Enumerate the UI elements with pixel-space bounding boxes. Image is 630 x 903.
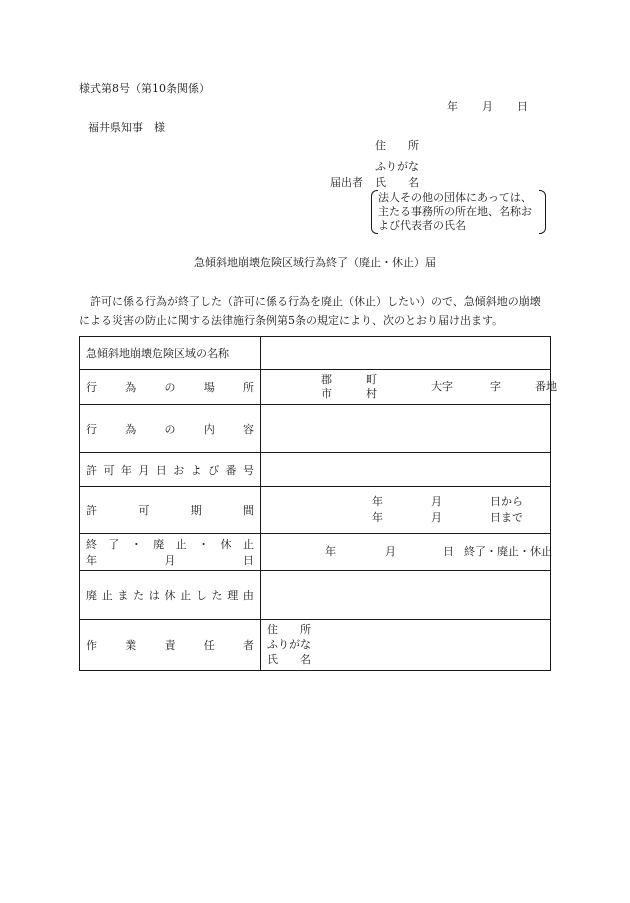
form-number: 様式第8号（第10条関係）: [79, 82, 210, 95]
area-name-label: 急傾斜地崩壊危険区域の名称: [80, 337, 261, 370]
notification-table: [79, 336, 557, 671]
manager-name-label: 氏 名: [267, 653, 311, 666]
location-field[interactable]: [261, 370, 557, 405]
period-to-day: 日まで: [490, 511, 523, 524]
document-title: 急傾斜地崩壊危険区域行為終了（廃止・休止）届: [194, 256, 436, 269]
end-date-month: 月: [385, 545, 396, 558]
period-to-year: 年: [372, 511, 383, 524]
work-manager-label: 作 業 責 任 者: [80, 620, 261, 671]
manager-address-label: 住 所: [267, 623, 311, 636]
location-gun: 郡: [321, 373, 332, 386]
activity-content-field[interactable]: [261, 405, 551, 453]
location-shi: 市: [321, 387, 332, 400]
corporate-note-line-2: 主たる事務所の所在地、名称お: [378, 205, 532, 218]
notifier-address-label: 住 所: [375, 139, 419, 152]
activity-content-label: 行 為 の 内 容: [80, 405, 261, 453]
corporate-note-line-3: よび代表者の氏名: [378, 219, 466, 232]
end-date-field[interactable]: [261, 534, 551, 571]
date-year-label: 年: [447, 100, 458, 113]
notifier-label: 届出者: [330, 176, 363, 189]
end-date-label: 終 了 ・ 廃 止 ・ 休 止 年 月 日: [80, 534, 261, 571]
work-manager-field[interactable]: [261, 620, 551, 671]
reason-label: 廃 止 ま た は 休 止 し た 理 由: [80, 571, 261, 620]
end-date-year: 年: [325, 545, 336, 558]
period-from-year: 年: [372, 495, 383, 508]
date-month-label: 月: [482, 100, 493, 113]
reason-field[interactable]: [261, 571, 551, 620]
body-text: 許可に係る行為が終了した（許可に係る行為を廃止（休止）したい）ので、急傾斜地の崩壊による災害の防止に関する法律施行条例第5条の規定により、次のとおり届け出ます。: [79, 295, 541, 327]
end-date-status: 終了・廃止・休止: [464, 545, 552, 558]
notifier-furigana-label: ふりがな: [375, 160, 419, 173]
period-from-month: 月: [431, 495, 442, 508]
date-day-label: 日: [517, 100, 528, 113]
note-bracket-right: [539, 190, 546, 234]
location-aza: 字: [490, 380, 501, 393]
period-to-month: 月: [431, 511, 442, 524]
permit-period-label: 許 可 期 間: [80, 487, 261, 534]
corporate-note-line-1: 法人その他の団体にあっては、: [378, 191, 532, 204]
permit-period-field[interactable]: [261, 487, 551, 534]
location-machi: 町: [366, 373, 377, 386]
addressee: 福井県知事 様: [88, 121, 165, 134]
period-from-day: 日から: [490, 495, 523, 508]
location-banchi: 番地: [535, 380, 557, 393]
location-mura: 村: [366, 387, 377, 400]
manager-furigana-label: ふりがな: [267, 638, 311, 651]
permit-date-number-label: 許 可 年 月 日 お よ び 番 号: [80, 453, 261, 487]
permit-date-number-field[interactable]: [261, 453, 551, 487]
location-label: 行 為 の 場 所: [80, 370, 261, 405]
end-date-day: 日: [443, 545, 454, 558]
notifier-name-label: 氏 名: [375, 176, 419, 189]
area-name-field[interactable]: [261, 337, 551, 370]
note-bracket-left: [371, 190, 378, 234]
location-oaza: 大字: [431, 380, 453, 393]
